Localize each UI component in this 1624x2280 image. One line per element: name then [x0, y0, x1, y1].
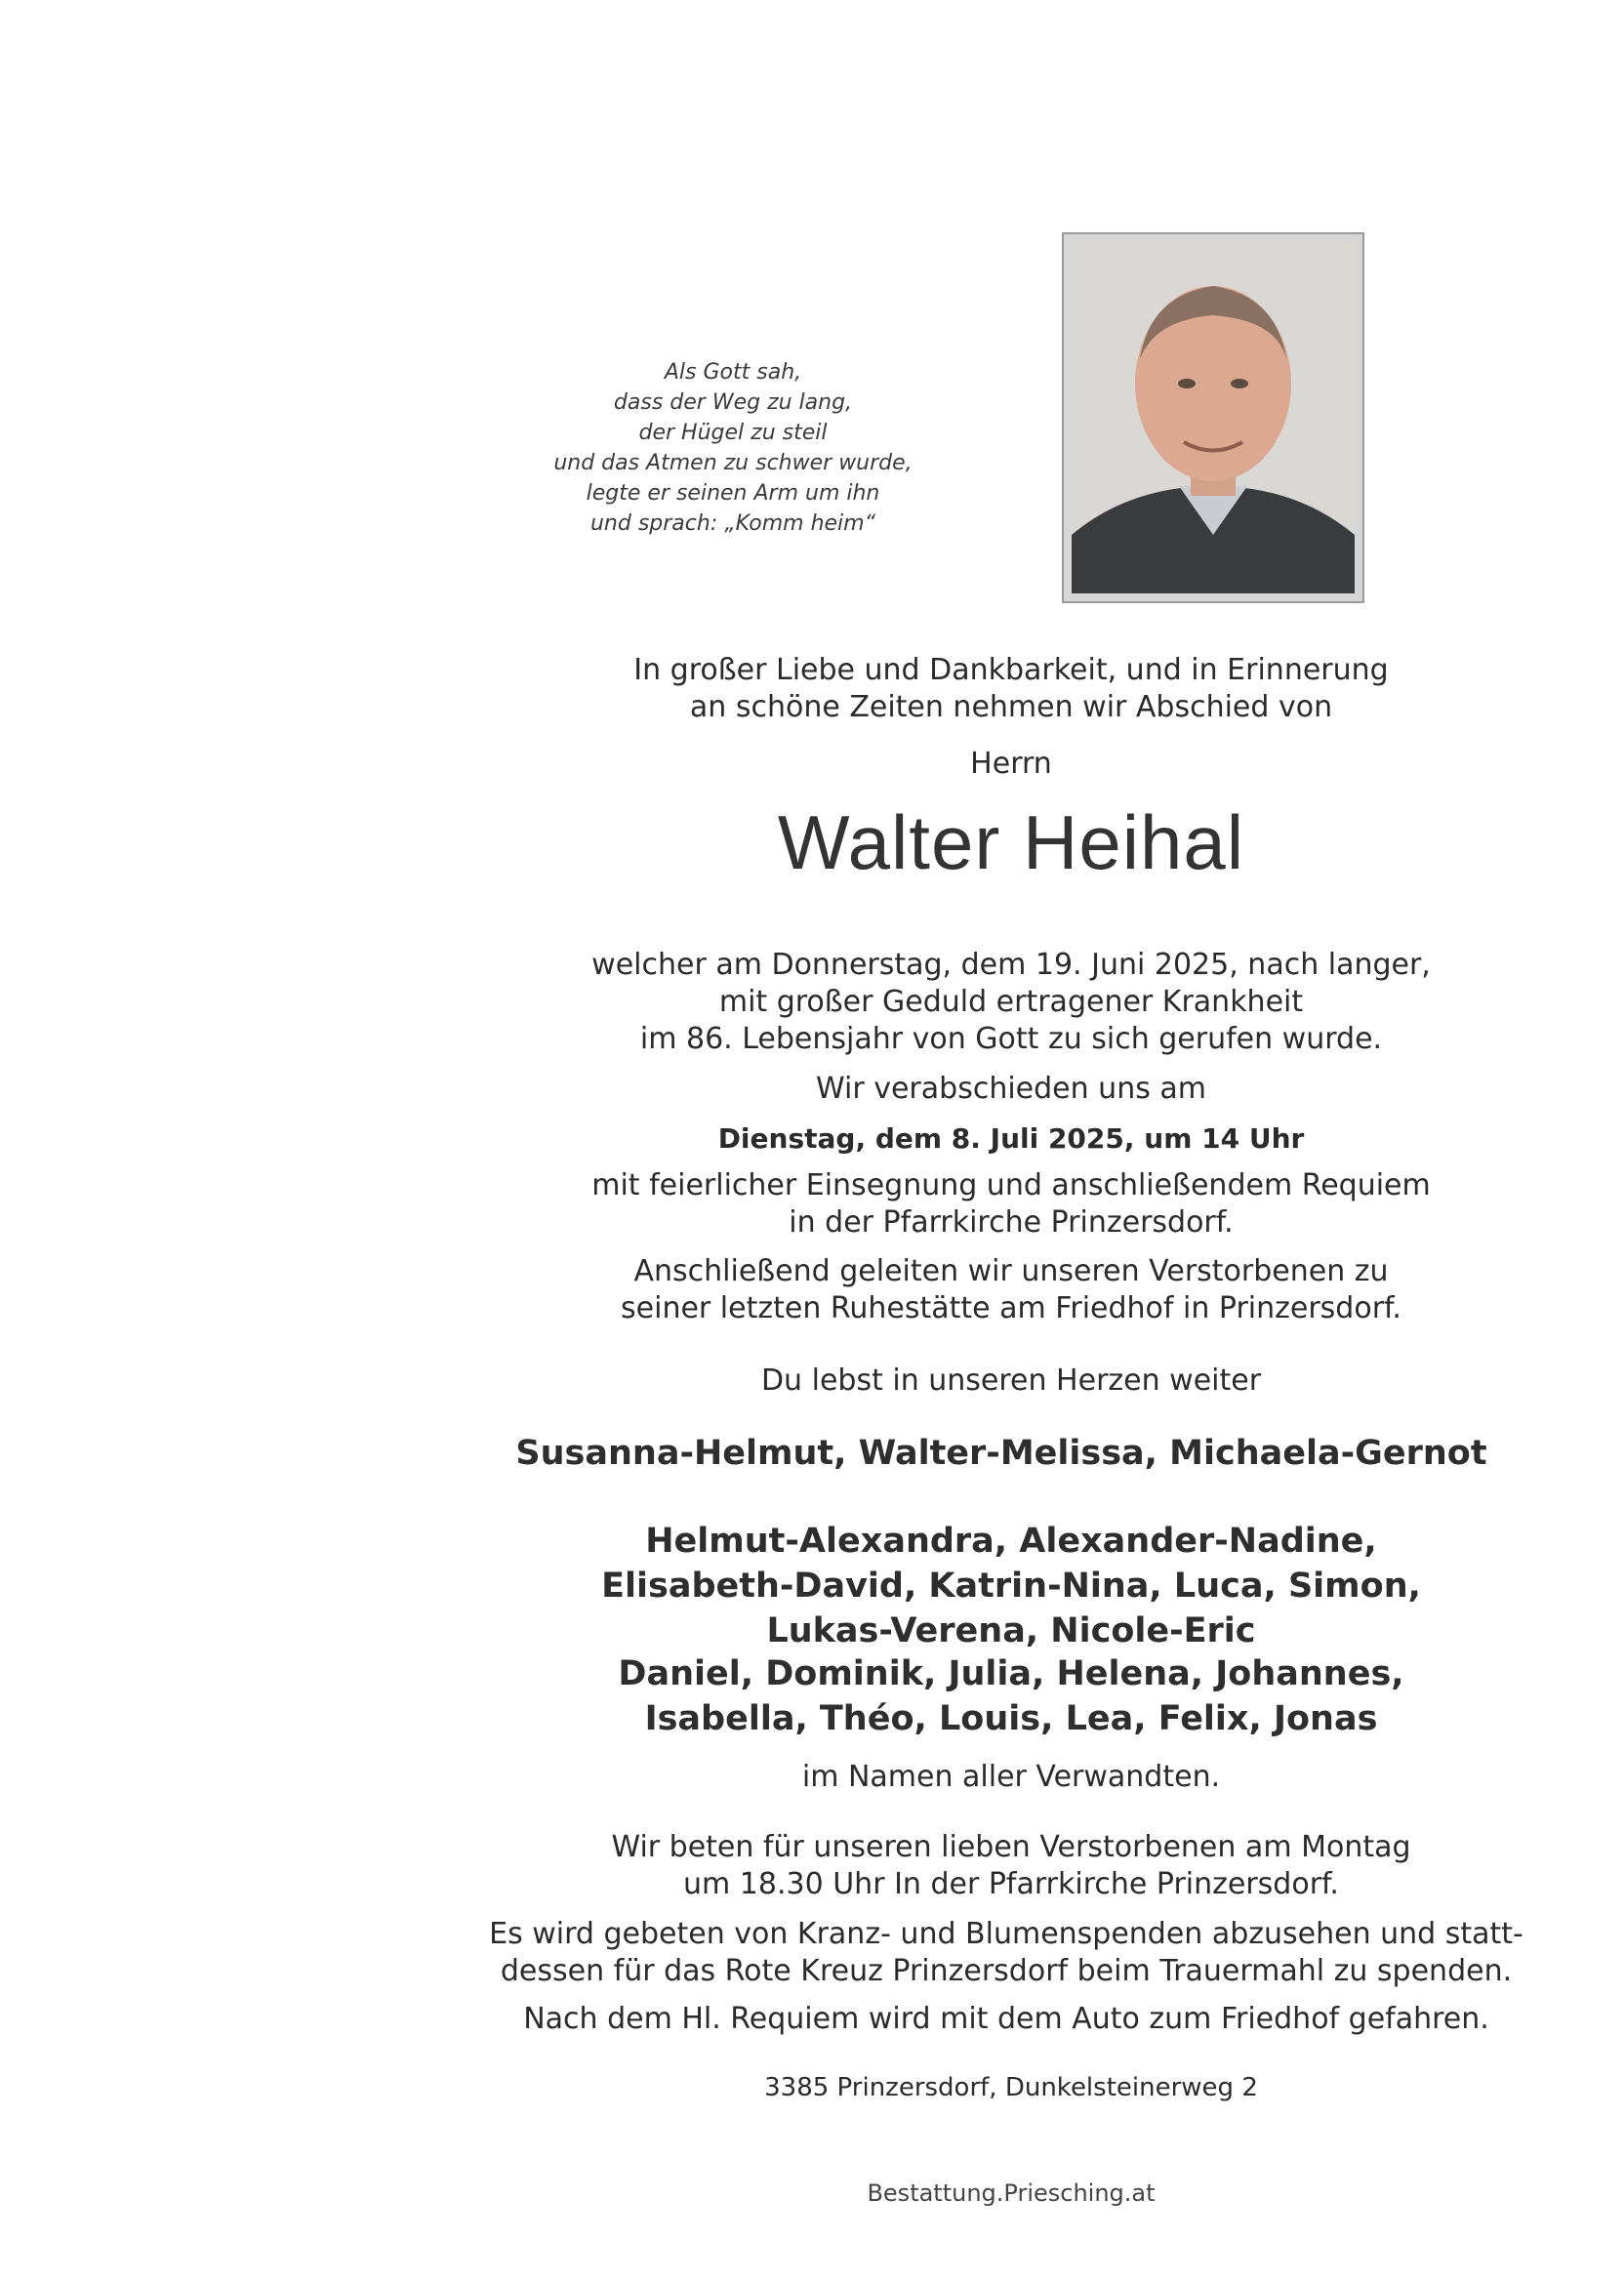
great-grandchildren-line: Daniel, Dominik, Julia, Helena, Johannes,: [618, 1654, 1404, 1693]
burial-line: seiner letzten Ruhestätte am Friedhof in Prinzersdorf.: [621, 1291, 1401, 1325]
family-grandchildren: [465, 1519, 1558, 1653]
poem-line: und das Atmen zu schwer wurde,: [553, 451, 913, 475]
transport-text: Nach dem Hl. Requiem wird mit dem Auto zum Friedhof gefahren.: [523, 2002, 1489, 2036]
donation-line: Es wird gebeten von Kranz- und Blumenspenden abzusehen und statt-: [489, 1917, 1523, 1951]
poem-line: und sprach: „Komm heim“: [589, 511, 875, 536]
obituary-sheet: [45, 27, 1591, 2258]
great-grandchildren-line: Isabella, Théo, Louis, Lea, Felix, Jonas: [644, 1699, 1378, 1738]
death-notice-line: mit großer Geduld ertragener Krankheit: [718, 985, 1304, 1019]
family-children: Susanna-Helmut, Walter-Melissa, Michaela-Gernot: [515, 1434, 1487, 1473]
poem-line: legte er seinen Arm um ihn: [586, 481, 880, 506]
poem: [504, 357, 962, 539]
deceased-name: Walter Heihal: [777, 799, 1245, 885]
poem-line: Als Gott sah,: [664, 360, 802, 385]
grandchildren-line: Lukas-Verena, Nicole-Eric: [766, 1611, 1256, 1650]
living-on-text: Du lebst in unseren Herzen weiter: [760, 1364, 1262, 1398]
death-notice: [465, 947, 1558, 1058]
ceremony-text: [465, 1167, 1558, 1242]
undertaker-website: Bestattung.Priesching.at: [867, 2179, 1156, 2207]
poem-line: der Hügel zu steil: [638, 421, 828, 445]
prayer-text: [465, 1829, 1558, 1903]
prayer-line: um 18.30 Uhr In der Pfarrkirche Prinzersdorf.: [683, 1867, 1339, 1901]
address: 3385 Prinzersdorf, Dunkelsteinerweg 2: [764, 2073, 1258, 2102]
burial-text: [465, 1253, 1558, 1327]
farewell-intro: Wir verabschieden uns am: [816, 1072, 1206, 1106]
death-notice-line: im 86. Lebensjahr von Gott zu sich gerufen wurde.: [639, 1022, 1383, 1056]
relatives-text: im Namen aller Verwandten.: [801, 1760, 1221, 1794]
intro-text: [465, 652, 1558, 726]
ceremony-line: mit feierlicher Einsegnung und anschließendem Requiem: [591, 1168, 1431, 1202]
grandchildren-line: Helmut-Alexandra, Alexander-Nadine,: [645, 1522, 1377, 1561]
donation-text: [445, 1916, 1567, 1990]
intro-line: an schöne Zeiten nehmen wir Abschied von: [689, 690, 1333, 724]
farewell-date: Dienstag, dem 8. Juli 2025, um 14 Uhr: [717, 1122, 1305, 1155]
salutation: Herrn: [970, 747, 1052, 781]
donation-line: dessen für das Rote Kreuz Prinzersdorf beim Trauermahl zu spenden.: [500, 1954, 1513, 1988]
death-notice-line: welcher am Donnerstag, dem 19. Juni 2025, nach langer,: [591, 948, 1431, 982]
grandchildren-line: Elisabeth-David, Katrin-Nina, Luca, Simon,: [601, 1567, 1421, 1606]
ceremony-line: in der Pfarrkirche Prinzersdorf.: [789, 1205, 1234, 1240]
family-great-grandchildren: [465, 1651, 1558, 1741]
prayer-line: Wir beten für unseren lieben Verstorbenen am Montag: [611, 1830, 1411, 1864]
intro-line: In großer Liebe und Dankbarkeit, und in Erinnerung: [633, 653, 1389, 687]
burial-line: Anschließend geleiten wir unseren Verstorbenen zu: [633, 1254, 1389, 1288]
portrait-photo: [1062, 232, 1364, 603]
poem-line: dass der Weg zu lang,: [613, 390, 853, 415]
